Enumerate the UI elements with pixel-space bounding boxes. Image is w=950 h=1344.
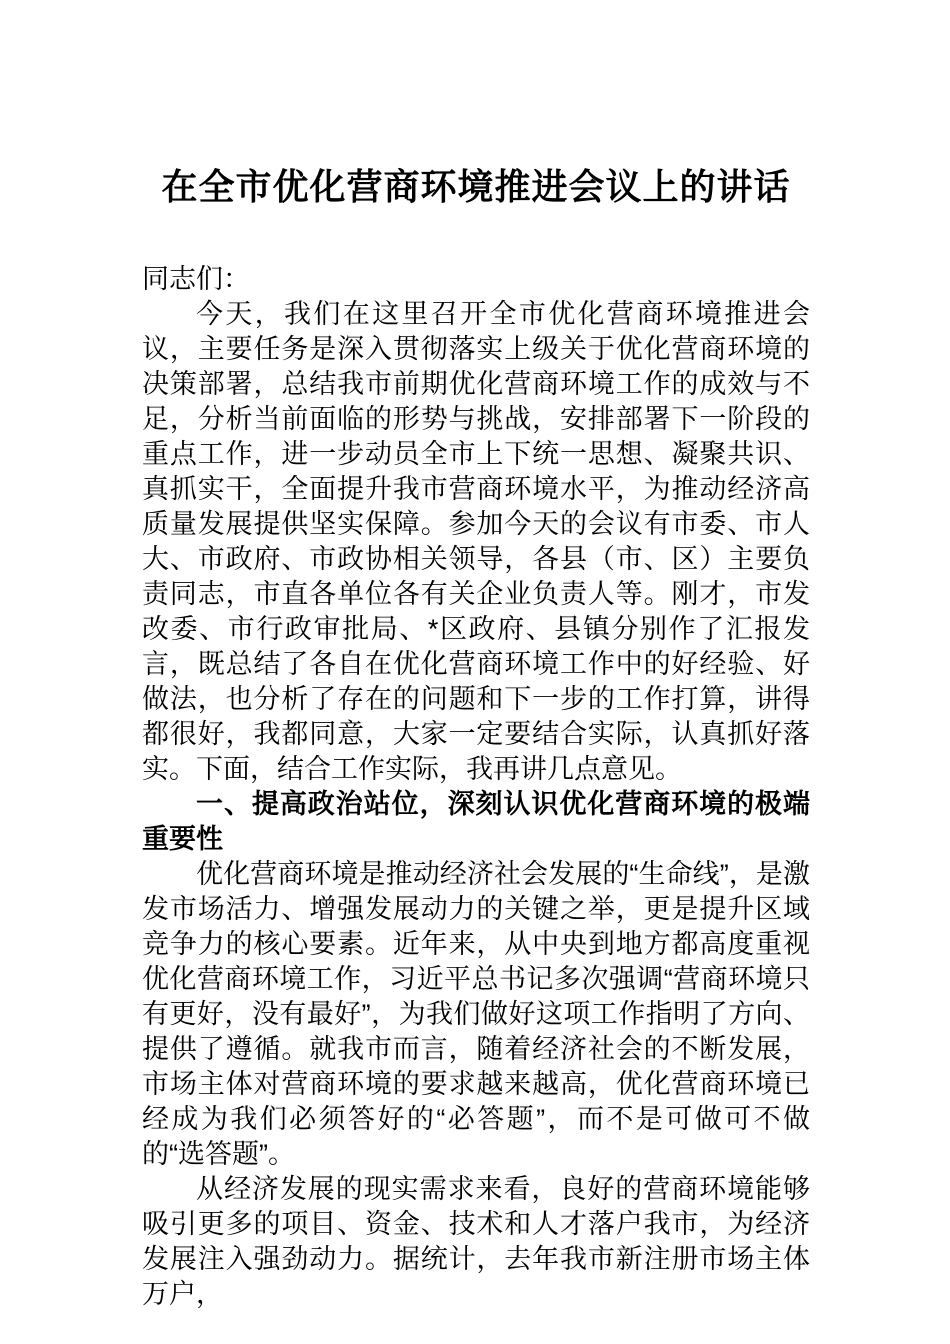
document-title: 在全市优化营商环境推进会议上的讲话 [161,166,791,207]
salutation-line: 同志们： [142,264,250,294]
document-body [142,262,810,1312]
section-heading-1: 一、提高政治站位，深刻认识优化营商环境的极端重要性 [142,789,810,854]
paragraph-economic-need: 从经济发展的现实需求来看，良好的营商环境能够吸引更多的项目、资金、技术和人才落户我市，为经济发展注入强劲动力。据统计，去年我市新注册市场主体万户， [142,1174,810,1309]
paragraph-section1-body: 优化营商环境是推动经济社会发展的“生命线”，是激发市场活力、增强发展动力的关键之举，更是提升区域竞争力的核心要素。近年来，从中央到地方都高度重视优化营商环境工作，习近平总书记多次强调“营商环境只有更好，没有最好”，为我们做好这项工作指明了方向、提供了遵循。就我市而言，随着经济社会的不断发展，市场主体对营商环境的要求越来越高，优化营商环境已经成为我们必须答好的“必答题”，而不是可做可不做的“选答题”。 [142,859,810,1169]
paragraph-opening: 今天，我们在这里召开全市优化营商环境推进会议，主要任务是深入贯彻落实上级关于优化营商环境的决策部署，总结我市前期优化营商环境工作的成效与不足，分析当前面临的形势与挑战，安排部署下一阶段的重点工作，进一步动员全市上下统一思想、凝聚共识、真抓实干，全面提升我市营商环境水平，为推动经济高质量发展提供坚实保障。参加今天的会议有市委、市人大、市政府、市政协相关领导，各县（市、区）主要负责同志，市直各单位各有关企业负责人等。刚才，市发改委、市行政审批局、*区政府、县镇分别作了汇报发言，既总结了各自在优化营商环境工作中的好经验、好做法，也分析了存在的问题和下一步的工作打算，讲得都很好，我都同意，大家一定要结合实际，认真抓好落实。下面，结合工作实际，我再讲几点意见。 [142,299,810,784]
